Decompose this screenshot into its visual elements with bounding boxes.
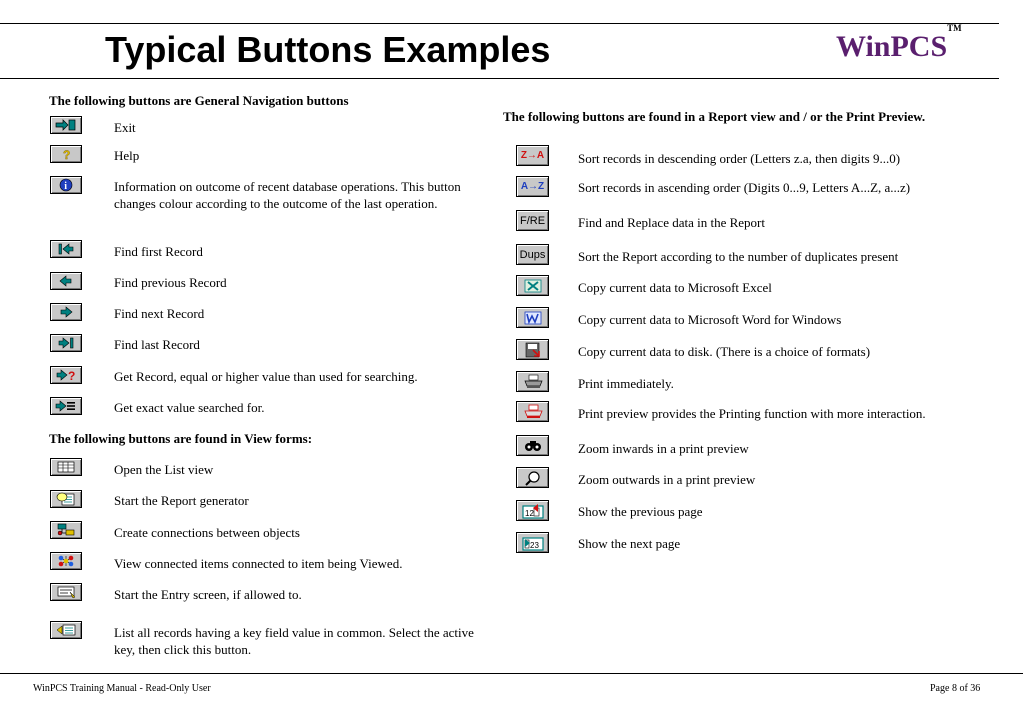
sort-ascending-icon: A→Z: [520, 181, 545, 192]
zoom-out-icon: [521, 470, 545, 486]
printer-icon: [521, 374, 545, 390]
list-view-button[interactable]: [50, 458, 82, 476]
word-button[interactable]: [516, 307, 549, 328]
zoom-out-label: Zoom outwards in a print preview: [578, 472, 756, 487]
connected-items-label: View connected items connected to item being Viewed.: [114, 556, 403, 571]
previous-record-label: Find previous Record: [114, 275, 227, 290]
logo-text: WinPCS: [836, 30, 948, 63]
duplicates-icon: Dups: [519, 248, 546, 261]
footer-left: WinPCS Training Manual - Read-Only User: [33, 683, 211, 694]
word-label: Copy current data to Microsoft Word for Windows: [578, 312, 842, 327]
connections-icon: [54, 523, 78, 537]
first-record-label: Find first Record: [114, 244, 203, 259]
last-record-button[interactable]: [50, 334, 82, 352]
entry-screen-button[interactable]: [50, 583, 82, 601]
exit-label: Exit: [114, 120, 136, 135]
first-record-button[interactable]: [50, 240, 82, 258]
report-heading: The following buttons are found in a Report view and / or the Print Preview.: [503, 109, 926, 124]
excel-button[interactable]: [516, 275, 549, 296]
disk-export-button[interactable]: [516, 339, 549, 360]
winpcs-logo: [836, 23, 962, 64]
list-view-icon: [54, 461, 78, 473]
footer-rule: [0, 673, 1023, 674]
footer-right: Page 8 of 36: [930, 683, 981, 694]
previous-page-label: Show the previous page: [578, 504, 703, 519]
info-icon: [54, 178, 78, 192]
svg-text:?: ?: [63, 148, 71, 160]
connections-button[interactable]: [50, 521, 82, 539]
word-icon: [521, 310, 545, 326]
zoom-out-button[interactable]: [516, 467, 549, 488]
sort-descending-icon: Z→A: [520, 150, 545, 161]
previous-record-icon: [54, 275, 78, 287]
search-exact-button[interactable]: [50, 397, 82, 415]
next-record-button[interactable]: [50, 303, 82, 321]
previous-page-icon: [520, 503, 546, 519]
duplicates-label: Sort the Report according to the number of duplicates present: [578, 249, 899, 264]
sort-ascending-button[interactable]: [516, 176, 549, 197]
search-equal-higher-button[interactable]: [50, 366, 82, 384]
sort-descending-label: Sort records in descending order (Letters z.a, then digits 9...0): [578, 151, 901, 166]
previous-page-button[interactable]: [516, 500, 549, 521]
help-label: Help: [114, 148, 140, 163]
excel-icon: [521, 278, 545, 294]
list-view-label: Open the List view: [114, 462, 214, 477]
view-heading: The following buttons are found in View forms:: [49, 431, 313, 446]
page-title: Typical Buttons Examples: [105, 29, 551, 70]
exit-icon: [54, 119, 78, 131]
zoom-in-icon: [521, 438, 545, 454]
title-rule: [0, 78, 999, 79]
find-replace-label: Find and Replace data in the Report: [578, 215, 766, 230]
svg-text:?: ?: [68, 369, 76, 381]
search-exact-icon: [54, 400, 78, 412]
excel-label: Copy current data to Microsoft Excel: [578, 280, 772, 295]
connected-items-icon: [54, 554, 78, 568]
svg-text:23: 23: [529, 540, 539, 550]
last-record-label: Find last Record: [114, 337, 200, 352]
disk-export-icon: [521, 342, 545, 358]
report-generator-label: Start the Report generator: [114, 493, 249, 508]
previous-record-button[interactable]: [50, 272, 82, 290]
next-page-icon: [520, 535, 546, 551]
search-exact-label: Get exact value searched for.: [114, 400, 265, 415]
report-generator-button[interactable]: [50, 490, 82, 508]
top-rule: [0, 23, 999, 24]
print-button[interactable]: [516, 371, 549, 392]
next-record-icon: [54, 306, 78, 318]
next-record-label: Find next Record: [114, 306, 205, 321]
entry-screen-label: Start the Entry screen, if allowed to.: [114, 587, 302, 602]
next-page-label: Show the next page: [578, 536, 681, 551]
common-key-button[interactable]: [50, 621, 82, 639]
nav-heading: The following buttons are General Navigation buttons: [49, 93, 349, 108]
sort-ascending-label: Sort records in ascending order (Digits 0...9, Letters A...Z, a...z): [578, 180, 911, 195]
sort-descending-button[interactable]: [516, 145, 549, 166]
common-key-label: List all records having a key field value in common. Select the active key, then click this button.: [114, 625, 474, 657]
find-replace-button[interactable]: [516, 210, 549, 231]
connections-label: Create connections between objects: [114, 525, 300, 540]
report-generator-icon: [54, 492, 78, 506]
entry-screen-icon: [54, 585, 78, 599]
info-button[interactable]: [50, 176, 82, 194]
search-equal-higher-icon: [54, 369, 78, 381]
print-preview-icon: [521, 404, 545, 420]
connected-items-button[interactable]: [50, 552, 82, 570]
help-icon: [54, 148, 78, 160]
logo-trademark: TM: [947, 23, 962, 33]
next-page-button[interactable]: [516, 532, 549, 553]
duplicates-button[interactable]: [516, 244, 549, 265]
search-equal-higher-label: Get Record, equal or higher value than used for searching.: [114, 369, 418, 384]
info-label: Information on outcome of recent database operations. This button changes colour according to the outcome of the last operation.: [114, 179, 461, 211]
help-button[interactable]: [50, 145, 82, 163]
find-replace-icon: F/RE: [519, 214, 546, 227]
disk-export-label: Copy current data to disk. (There is a choice of formats): [578, 344, 871, 359]
zoom-in-button[interactable]: [516, 435, 549, 456]
exit-button[interactable]: [50, 116, 82, 134]
print-preview-label: Print preview provides the Printing function with more interaction.: [578, 406, 926, 421]
svg-text:i: i: [64, 181, 68, 192]
svg-text:12: 12: [524, 508, 534, 518]
last-record-icon: [54, 337, 78, 349]
first-record-icon: [54, 243, 78, 255]
print-label: Print immediately.: [578, 376, 674, 391]
print-preview-button[interactable]: [516, 401, 549, 422]
common-key-icon: [54, 623, 78, 637]
zoom-in-label: Zoom inwards in a print preview: [578, 441, 749, 456]
